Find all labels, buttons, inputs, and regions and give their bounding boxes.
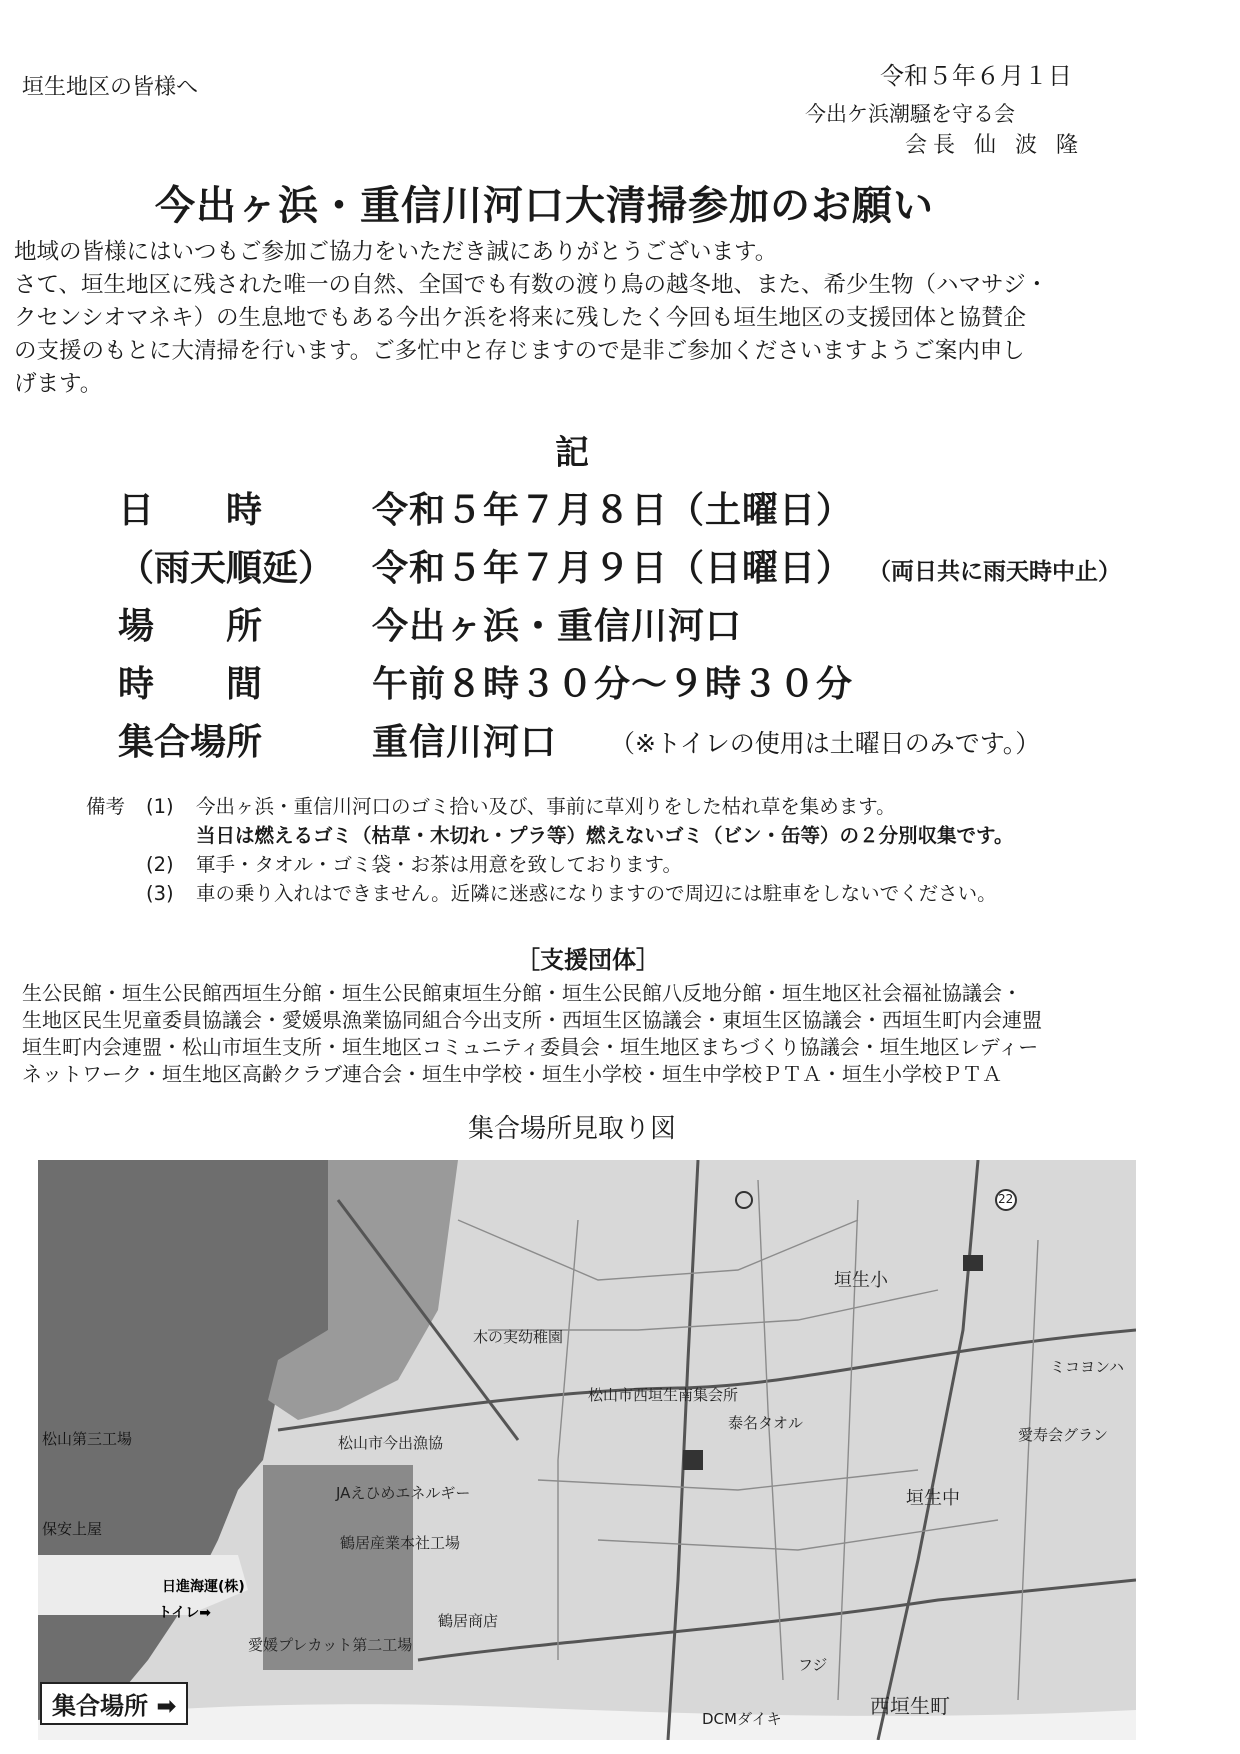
map-label: 松山第三工場 [42, 1430, 133, 1448]
map-label: トイレ➡ [158, 1605, 212, 1621]
intro-line: さて、垣生地区に残された唯一の自然、全国でも有数の渡り鳥の越冬地、また、希少生物（ハマサジ・ [14, 272, 1049, 298]
remarks-label: 備考 [86, 795, 126, 818]
place-value: 今出ヶ浜・重信川河口 [372, 606, 743, 647]
meeting-place-value: 重信川河口 [372, 722, 558, 763]
meeting-place-label: 集合場所 [118, 722, 263, 763]
map-label: 垣生小 [834, 1270, 888, 1291]
remark-text: 今出ヶ浜・重信川河口のゴミ拾い及び、事前に草刈りをした枯れ草を集めます。 [196, 795, 896, 818]
map-label: 垣生中 [906, 1488, 960, 1509]
remarks [86, 792, 1013, 908]
remark-text: 軍手・タオル・ゴミ袋・お茶は用意を致しております。 [196, 853, 682, 876]
remark-item [86, 850, 1013, 879]
meeting-note: （※トイレの使用は土曜日のみです。） [610, 729, 1041, 758]
issue-date: 令和５年６月１日 [880, 62, 1072, 90]
document-title: 今出ヶ浜・重信川河口大清掃参加のお願い [155, 183, 934, 229]
time-label: 時 間 [118, 664, 263, 705]
map-label: 日進海運(株) [162, 1579, 245, 1595]
remark-item [86, 821, 1013, 850]
president-name: 会長 仙 波 隆 [905, 133, 1084, 158]
remark-text: 車の乗り入れはできません。近隣に迷惑になりますので周辺には駐車をしないでください。 [196, 882, 997, 905]
remark-item [86, 879, 1013, 908]
map-label: ミコヨンハ [1050, 1358, 1124, 1376]
remark-number: (2) [146, 853, 174, 876]
support-line: 生公民館・垣生公民館西垣生分館・垣生公民館東垣生分館・垣生公民館八反地分館・垣生地区社会福祉協議会・ [22, 981, 1022, 1005]
event-date-label: 日 時 [118, 490, 263, 531]
map-label: 鶴居産業本社工場 [340, 1534, 461, 1552]
map-label: JAえひめエネルギー [336, 1484, 471, 1502]
map-title: 集合場所見取り図 [468, 1114, 677, 1144]
remark-number: (3) [146, 882, 174, 905]
remark-number: (1) [146, 795, 174, 818]
remark-item [86, 792, 1013, 821]
intro-line: 地域の皆様にはいつもご参加ご協力をいただき誠にありがとうございます。 [14, 239, 778, 265]
event-date-value: 令和５年７月８日（土曜日） [372, 490, 854, 531]
support-line: ネットワーク・垣生地区高齢クラブ連合会・垣生中学校・垣生小学校・垣生中学校ＰＴＡ・垣生小学校ＰＴＡ [22, 1062, 1002, 1086]
meeting-point-marker: 集合場所 ➡ [40, 1682, 188, 1725]
map-label: 愛寿会グラン [1018, 1426, 1109, 1444]
map-label: 松山市西垣生南集会所 [588, 1386, 739, 1404]
map-label: 保安上屋 [42, 1520, 103, 1538]
map-label: フジ [798, 1656, 828, 1674]
map-label: 西垣生町 [870, 1694, 950, 1718]
intro-paragraph [14, 236, 1048, 401]
remark-text: 当日は燃えるゴミ（枯草・木切れ・プラ等）燃えないゴミ（ビン・缶等）の２分別収集です。 [196, 824, 1014, 847]
map-label: 泰名タオル [728, 1414, 804, 1432]
addressee: 垣生地区の皆様へ [22, 75, 199, 100]
map-label: 愛媛プレカット第二工場 [248, 1636, 413, 1654]
intro-line: げます。 [14, 371, 103, 397]
support-line: 垣生町内会連盟・松山市垣生支所・垣生地区コミュニティ委員会・垣生地区まちづくり協議会・垣生地区レディー [22, 1035, 1039, 1059]
map-graphic [38, 1160, 1136, 1740]
time-value: 午前８時３０分～９時３０分 [372, 664, 854, 705]
rain-date-label: （雨天順延） [118, 548, 335, 589]
ki-heading: 記 [555, 433, 589, 473]
map-label: 木の実幼稚園 [473, 1328, 564, 1346]
rain-note: （両日共に雨天時中止） [868, 559, 1121, 585]
map-label: DCMダイキ [702, 1710, 782, 1728]
map-label: 松山市今出漁協 [338, 1434, 444, 1452]
rain-date-value: 令和５年７月９日（日曜日） [372, 548, 854, 589]
organization-name: 今出ケ浜潮騒を守る会 [805, 102, 1015, 126]
map-label: 鶴居商店 [438, 1612, 499, 1630]
meeting-place-map [38, 1160, 1136, 1740]
support-heading: ［支援団体］ [516, 946, 660, 974]
intro-line: の支援のもとに大清掃を行います。ご多忙中と存じますので是非ご参加くださいますようご案内申し [14, 338, 1025, 364]
route-number: 22 [998, 1192, 1014, 1206]
support-line: 生地区民生児童委員協議会・愛媛県漁業協同組合今出支所・西垣生区協議会・東垣生区協議会・西垣生町内会連盟 [22, 1008, 1042, 1032]
place-label: 場 所 [118, 606, 263, 647]
support-list [22, 980, 1042, 1088]
intro-line: クセンシオマネキ）の生息地でもある今出ケ浜を将来に残したく今回も垣生地区の支援団体と協賛企 [14, 305, 1026, 331]
